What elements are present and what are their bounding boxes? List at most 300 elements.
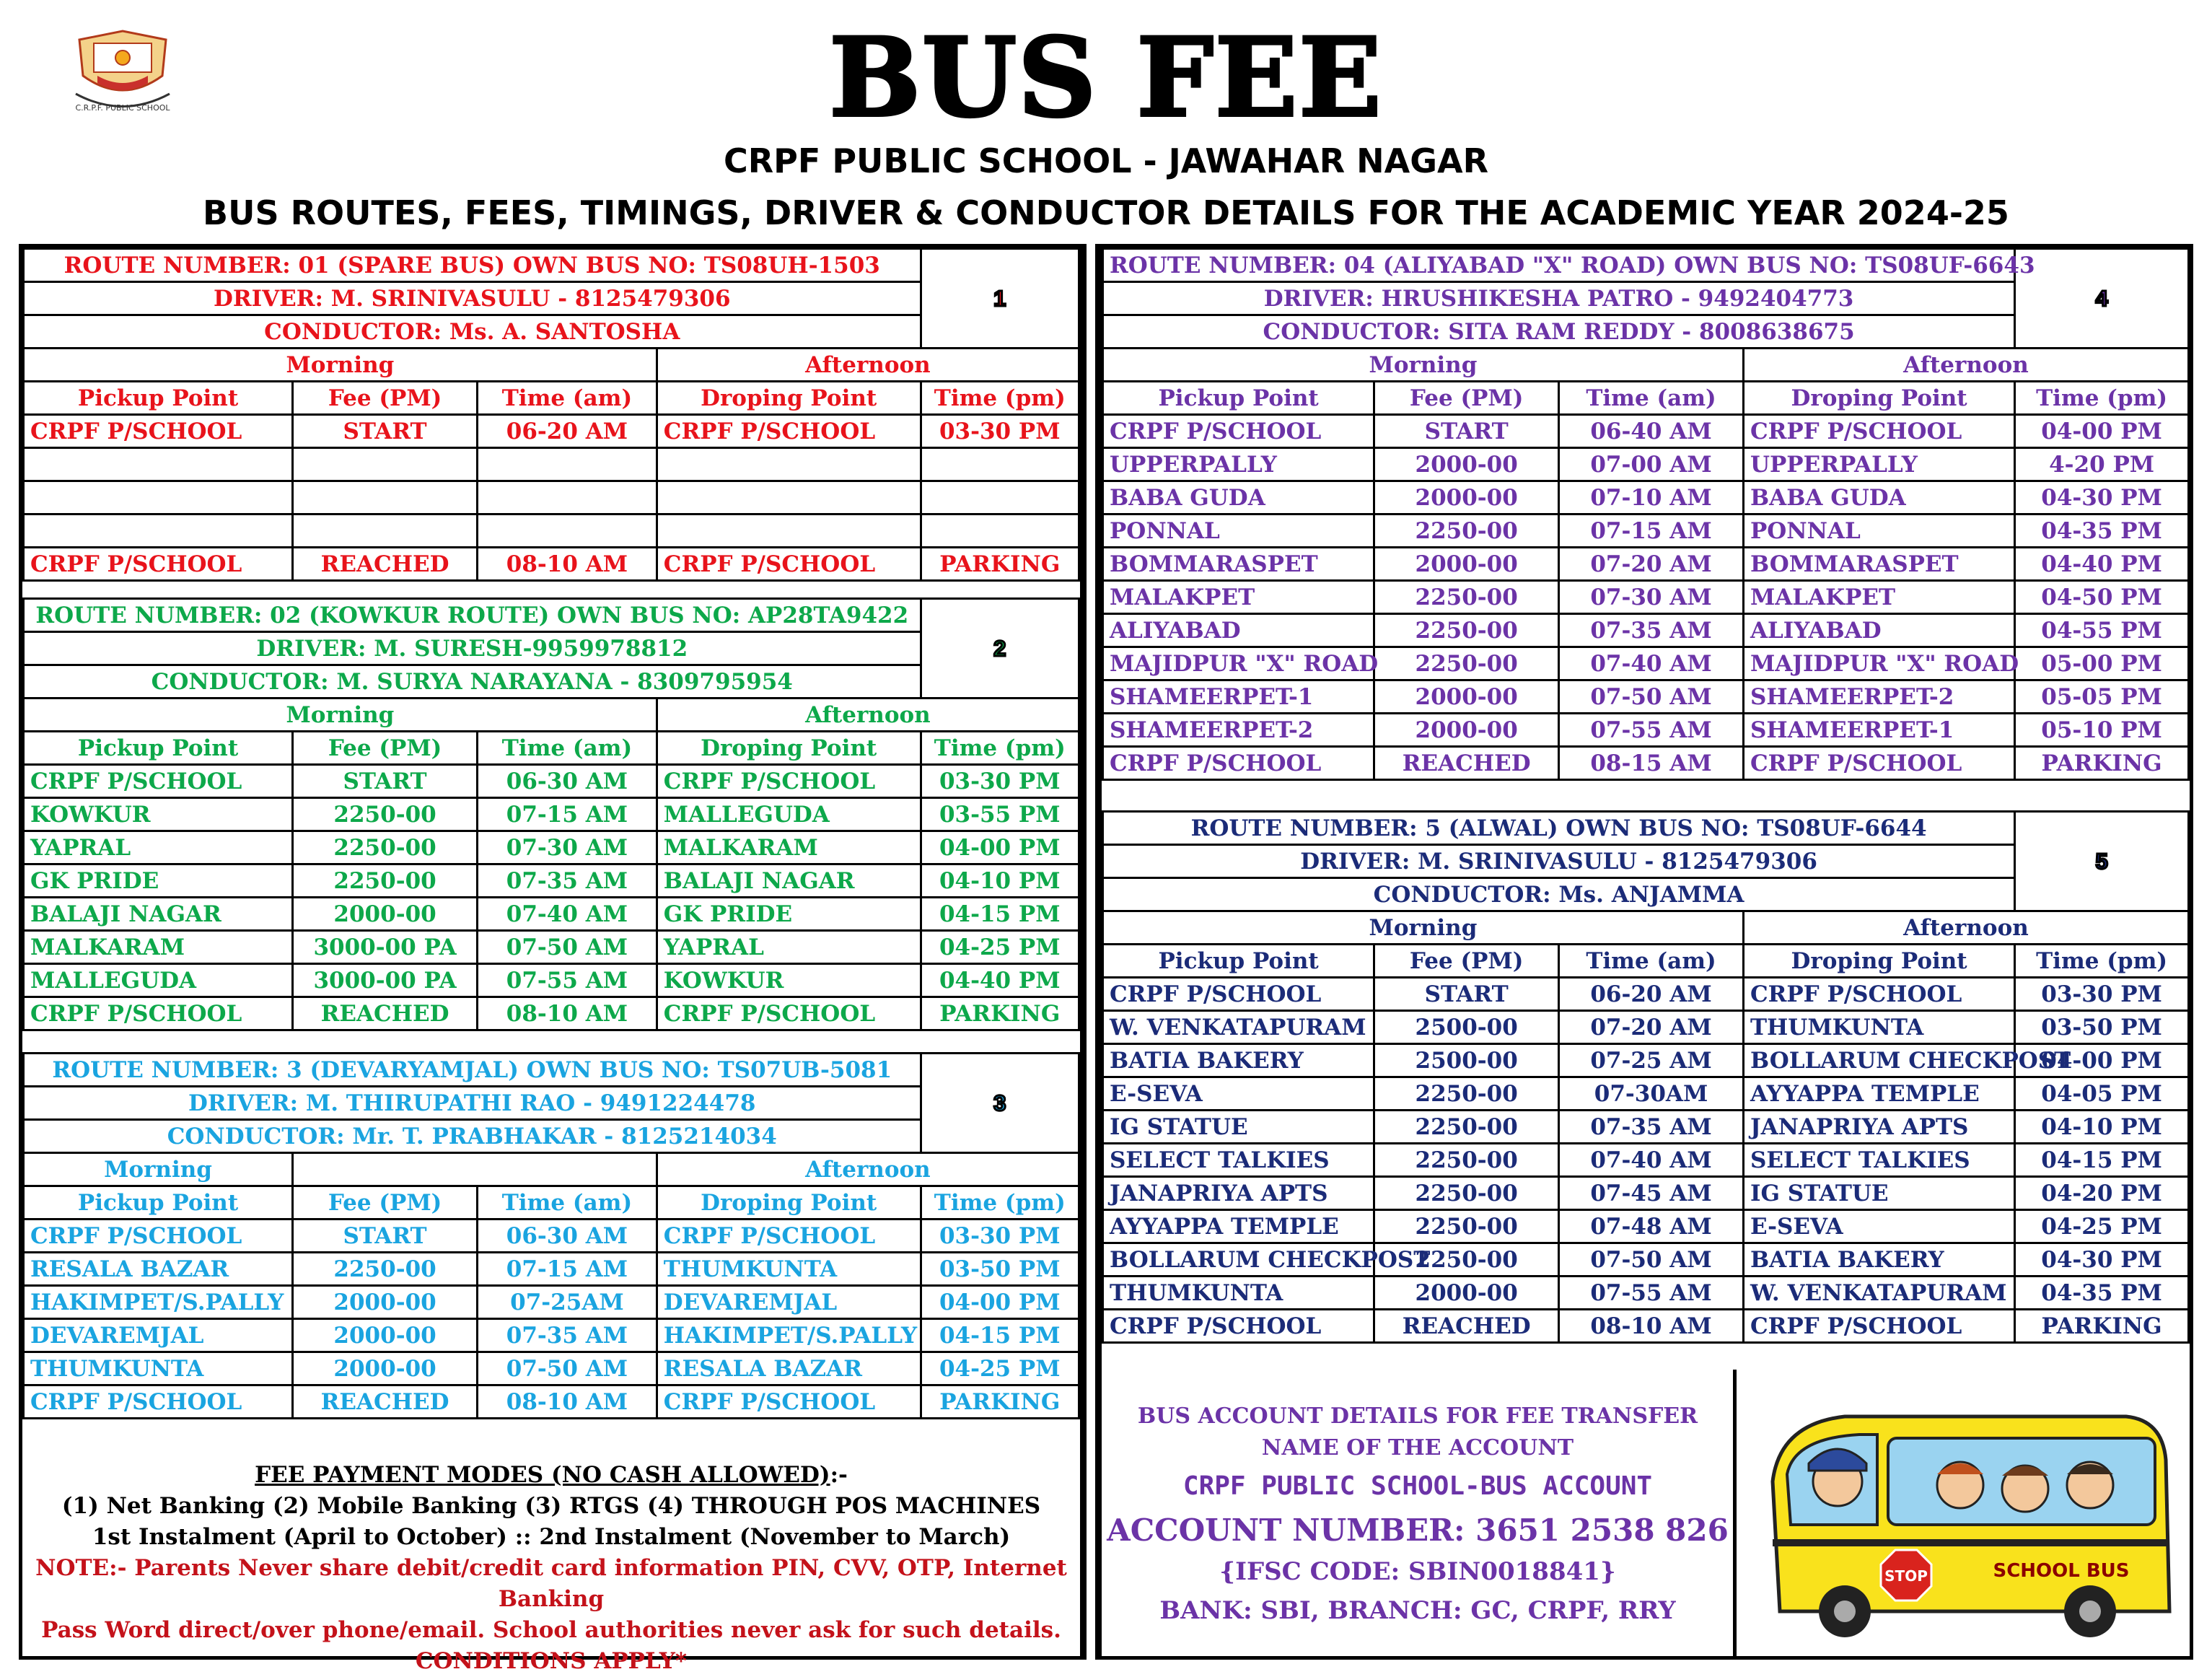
fee: 2000-00 <box>293 1352 478 1385</box>
conductor-info: CONDUCTOR: Mr. T. PRABHAKAR - 8125214034 <box>24 1120 921 1153</box>
pickup-time: 06-30 AM <box>478 1220 657 1253</box>
drop-time: 04-30 PM <box>2015 1243 2189 1277</box>
pickup-point: CRPF P/SCHOOL <box>24 1220 293 1253</box>
drop-time: PARKING <box>2015 1310 2189 1343</box>
pickup-point: E-SEVA <box>1103 1077 1374 1111</box>
fee-header: Fee (PM) <box>1374 382 1559 415</box>
fee-payment-heading-suffix: :- <box>830 1462 848 1488</box>
pickup-time: 07-35 AM <box>478 864 657 898</box>
morning-header: Morning <box>24 699 657 732</box>
table-row <box>1103 581 2189 614</box>
fee: 2250-00 <box>293 864 478 898</box>
pickup-time: 07-30 AM <box>478 831 657 864</box>
pickup-time <box>478 481 657 515</box>
fee: 3000-00 PA <box>293 964 478 997</box>
pickup-point: CRPF P/SCHOOL <box>24 765 293 798</box>
afternoon-header: Afternoon <box>657 1153 1079 1186</box>
fee-payment-modes: (1) Net Banking (2) Mobile Banking (3) RTGS (4) THROUGH POS MACHINES <box>61 1493 1041 1519</box>
fee: 3000-00 PA <box>293 931 478 964</box>
pickup-time: 06-20 AM <box>1559 978 1744 1011</box>
pickup-point-header: Pickup Point <box>24 732 293 765</box>
dropping-point: MALAKPET <box>1743 581 2014 614</box>
drop-time: 05-10 PM <box>2015 714 2189 747</box>
pickup-point: MAJIDPUR "X" ROAD <box>1103 647 1374 680</box>
dropping-point: SELECT TALKIES <box>1743 1144 2014 1177</box>
pickup-point: CRPF P/SCHOOL <box>1103 978 1374 1011</box>
fee: REACHED <box>1374 1310 1559 1343</box>
pickup-point: IG STATUE <box>1103 1111 1374 1144</box>
dropping-point: CRPF P/SCHOOL <box>657 415 921 448</box>
dropping-point: ALIYABAD <box>1743 614 2014 647</box>
fee: REACHED <box>293 548 478 581</box>
drop-time: PARKING <box>921 1385 1079 1419</box>
fee: 2000-00 <box>293 1286 478 1319</box>
time-pm-header: Time (pm) <box>921 382 1079 415</box>
driver-info: DRIVER: M. SRINIVASULU - 8125479306 <box>24 282 921 315</box>
fee-header: Fee (PM) <box>293 1186 478 1220</box>
afternoon-header: Afternoon <box>657 349 1079 382</box>
pickup-point <box>24 515 293 548</box>
morning-header: Morning <box>1103 911 1744 945</box>
dropping-point: UPPERPALLY <box>1743 448 2014 481</box>
dropping-point-header: Droping Point <box>657 1186 921 1220</box>
dropping-point: BALAJI NAGAR <box>657 864 921 898</box>
drop-time: 04-00 PM <box>921 1286 1079 1319</box>
blank-cell <box>293 1153 657 1186</box>
table-row <box>24 548 1079 581</box>
dropping-point: HAKIMPET/S.PALLY <box>657 1319 921 1352</box>
dropping-point: BATIA BAKERY <box>1743 1243 2014 1277</box>
pickup-point-header: Pickup Point <box>24 1186 293 1220</box>
drop-time: 04-30 PM <box>2015 481 2189 515</box>
pickup-point: THUMKUNTA <box>24 1352 293 1385</box>
bank-line-1: BUS ACCOUNT DETAILS FOR FEE TRANSFER <box>1137 1404 1698 1429</box>
fee: 2250-00 <box>1374 1144 1559 1177</box>
fee <box>293 515 478 548</box>
route-number-badge: 2 <box>921 599 1079 699</box>
pickup-point: UPPERPALLY <box>1103 448 1374 481</box>
dropping-point: AYYAPPA TEMPLE <box>1743 1077 2014 1111</box>
fee-header: Fee (PM) <box>1374 945 1559 978</box>
pickup-point: BABA GUDA <box>1103 481 1374 515</box>
fee: 2500-00 <box>1374 1011 1559 1044</box>
dropping-point: PONNAL <box>1743 515 2014 548</box>
drop-time <box>921 481 1079 515</box>
fee: START <box>293 1220 478 1253</box>
pickup-time: 07-55 AM <box>478 964 657 997</box>
pickup-point: BATIA BAKERY <box>1103 1044 1374 1077</box>
route-number-badge: 5 <box>2015 812 2189 911</box>
dropping-point: CRPF P/SCHOOL <box>657 1220 921 1253</box>
dropping-point: CRPF P/SCHOOL <box>1743 415 2014 448</box>
drop-time: 04-40 PM <box>921 964 1079 997</box>
pickup-point: SHAMEERPET-1 <box>1103 680 1374 714</box>
fee <box>293 448 478 481</box>
dropping-point: SHAMEERPET-1 <box>1743 714 2014 747</box>
table-row <box>24 1385 1079 1419</box>
pickup-point: BOMMARASPET <box>1103 548 1374 581</box>
driver-info: DRIVER: M. SRINIVASULU - 8125479306 <box>1103 845 2015 878</box>
table-row <box>24 448 1079 481</box>
fee: 2000-00 <box>1374 714 1559 747</box>
drop-time: 04-50 PM <box>2015 581 2189 614</box>
fee: 2000-00 <box>1374 448 1559 481</box>
pickup-point: RESALA BAZAR <box>24 1253 293 1286</box>
driver-info: DRIVER: HRUSHIKESHA PATRO - 9492404773 <box>1103 282 2015 315</box>
dropping-point: YAPRAL <box>657 931 921 964</box>
route-title: ROUTE NUMBER: 01 (SPARE BUS) OWN BUS NO: TS08UH-1503 <box>24 249 921 282</box>
dropping-point: BABA GUDA <box>1743 481 2014 515</box>
fee: 2250-00 <box>1374 515 1559 548</box>
fee: 2250-00 <box>293 1253 478 1286</box>
pickup-time: 07-15 AM <box>478 798 657 831</box>
pickup-time: 07-45 AM <box>1559 1177 1744 1210</box>
drop-time: 4-20 PM <box>2015 448 2189 481</box>
fee-instalments: 1st Instalment (April to October) :: 2nd Instalment (November to March) <box>92 1524 1011 1550</box>
time-am-header: Time (am) <box>1559 382 1744 415</box>
pickup-point: JANAPRIYA APTS <box>1103 1177 1374 1210</box>
pickup-point: HAKIMPET/S.PALLY <box>24 1286 293 1319</box>
pickup-point: MALAKPET <box>1103 581 1374 614</box>
fee: 2250-00 <box>1374 1111 1559 1144</box>
drop-time <box>921 448 1079 481</box>
school-name: CRPF PUBLIC SCHOOL - JAWAHAR NAGAR <box>723 141 1489 180</box>
route-2-section <box>22 597 1080 1031</box>
driver-info: DRIVER: M. SURESH-9959978812 <box>24 632 921 665</box>
dropping-point: KOWKUR <box>657 964 921 997</box>
drop-time: PARKING <box>921 997 1079 1030</box>
route-number-badge: 4 <box>2015 249 2189 349</box>
time-pm-header: Time (pm) <box>2015 382 2189 415</box>
pickup-point: AYYAPPA TEMPLE <box>1103 1210 1374 1243</box>
afternoon-header: Afternoon <box>1743 911 2188 945</box>
table-row <box>24 1220 1079 1253</box>
conductor-info: CONDUCTOR: Ms. A. SANTOSHA <box>24 315 921 349</box>
table-row <box>24 864 1079 898</box>
table-row <box>24 898 1079 931</box>
morning-header: Morning <box>24 1153 293 1186</box>
drop-time: 04-35 PM <box>2015 1277 2189 1310</box>
table-row <box>24 1253 1079 1286</box>
pickup-time: 07-40 AM <box>478 898 657 931</box>
dropping-point: CRPF P/SCHOOL <box>657 997 921 1030</box>
pickup-time: 07-50 AM <box>478 931 657 964</box>
page-subtitle: BUS ROUTES, FEES, TIMINGS, DRIVER & CONDUCTOR DETAILS FOR THE ACADEMIC YEAR 2024-25 <box>203 193 2009 232</box>
bank-branch: BANK: SBI, BRANCH: GC, CRPF, RRY <box>1159 1596 1676 1625</box>
note-line-2: Pass Word direct/over phone/email. School authorities never ask for such details. <box>41 1617 1061 1643</box>
pickup-point: MALLEGUDA <box>24 964 293 997</box>
route-title: ROUTE NUMBER: 04 (ALIYABAD "X" ROAD) OWN BUS NO: TS08UF-6643 <box>1103 249 2015 282</box>
time-pm-header: Time (pm) <box>2015 945 2189 978</box>
pickup-point <box>24 448 293 481</box>
driver-info: DRIVER: M. THIRUPATHI RAO - 9491224478 <box>24 1087 921 1120</box>
fee: 2500-00 <box>1374 1044 1559 1077</box>
pickup-point-header: Pickup Point <box>1103 382 1374 415</box>
pickup-point: CRPF P/SCHOOL <box>1103 747 1374 780</box>
drop-time <box>921 515 1079 548</box>
table-row <box>1103 747 2189 780</box>
table-row <box>24 798 1079 831</box>
table-row <box>24 931 1079 964</box>
pickup-time: 07-55 AM <box>1559 1277 1744 1310</box>
table-row <box>1103 1044 2189 1077</box>
pickup-time: 08-10 AM <box>1559 1310 1744 1343</box>
dropping-point-header: Droping Point <box>1743 945 2014 978</box>
table-row <box>24 1352 1079 1385</box>
fee: 2000-00 <box>1374 1277 1559 1310</box>
table-row <box>24 1286 1079 1319</box>
pickup-point <box>24 481 293 515</box>
table-row <box>24 415 1079 448</box>
dropping-point <box>657 515 921 548</box>
route-title: ROUTE NUMBER: 3 (DEVARYAMJAL) OWN BUS NO: TS07UB-5081 <box>24 1054 921 1087</box>
drop-time: 04-05 PM <box>2015 1077 2189 1111</box>
drop-time: 04-00 PM <box>2015 1044 2189 1077</box>
pickup-point: CRPF P/SCHOOL <box>24 415 293 448</box>
drop-time: 04-10 PM <box>921 864 1079 898</box>
pickup-time: 07-35 AM <box>478 1319 657 1352</box>
table-row <box>1103 1077 2189 1111</box>
fee: START <box>1374 978 1559 1011</box>
dropping-point: CRPF P/SCHOOL <box>1743 1310 2014 1343</box>
account-name: CRPF PUBLIC SCHOOL-BUS ACCOUNT <box>1182 1471 1653 1501</box>
pickup-time: 07-30AM <box>1559 1077 1744 1111</box>
route-number-badge: 3 <box>921 1054 1079 1153</box>
dropping-point: CRPF P/SCHOOL <box>1743 978 2014 1011</box>
page-title: BUS FEE <box>829 14 1383 141</box>
pickup-time: 07-40 AM <box>1559 647 1744 680</box>
pickup-time: 07-15 AM <box>478 1253 657 1286</box>
drop-time: 03-50 PM <box>2015 1011 2189 1044</box>
pickup-point-header: Pickup Point <box>1103 945 1374 978</box>
fee: 2250-00 <box>1374 647 1559 680</box>
table-row <box>24 765 1079 798</box>
svg-text:SCHOOL BUS: SCHOOL BUS <box>1993 1560 2130 1582</box>
pickup-point: SELECT TALKIES <box>1103 1144 1374 1177</box>
table-row <box>1103 1310 2189 1343</box>
account-number: ACCOUNT NUMBER: 3651 2538 826 <box>1107 1512 1729 1548</box>
fee: 2000-00 <box>1374 548 1559 581</box>
pickup-time: 07-40 AM <box>1559 1144 1744 1177</box>
dropping-point: GK PRIDE <box>657 898 921 931</box>
fee: START <box>293 415 478 448</box>
pickup-time: 07-15 AM <box>1559 515 1744 548</box>
time-am-header: Time (am) <box>478 1186 657 1220</box>
pickup-point: CRPF P/SCHOOL <box>24 997 293 1030</box>
fee: 2000-00 <box>1374 680 1559 714</box>
route-1-table <box>22 248 1080 582</box>
pickup-time: 07-00 AM <box>1559 448 1744 481</box>
svg-text:C.R.P.F. PUBLIC SCHOOL: C.R.P.F. PUBLIC SCHOOL <box>75 103 170 113</box>
table-row <box>1103 1243 2189 1277</box>
morning-header: Morning <box>24 349 657 382</box>
drop-time: 04-00 PM <box>921 831 1079 864</box>
conductor-info: CONDUCTOR: M. SURYA NARAYANA - 8309795954 <box>24 665 921 699</box>
fee: 2250-00 <box>1374 1077 1559 1111</box>
pickup-time: 08-15 AM <box>1559 747 1744 780</box>
fee: 2250-00 <box>1374 1177 1559 1210</box>
morning-header: Morning <box>1103 349 1744 382</box>
table-row <box>1103 448 2189 481</box>
pickup-point: W. VENKATAPURAM <box>1103 1011 1374 1044</box>
pickup-time: 07-20 AM <box>1559 548 1744 581</box>
fee: REACHED <box>293 1385 478 1419</box>
right-routes-panel <box>1098 244 2193 1660</box>
table-row <box>24 831 1079 864</box>
drop-time: 03-50 PM <box>921 1253 1079 1286</box>
route-5-table <box>1102 810 2190 1344</box>
dropping-point: CRPF P/SCHOOL <box>657 548 921 581</box>
drop-time: 04-35 PM <box>2015 515 2189 548</box>
pickup-time: 07-20 AM <box>1559 1011 1744 1044</box>
drop-time: 05-05 PM <box>2015 680 2189 714</box>
pickup-time: 07-50 AM <box>1559 680 1744 714</box>
pickup-time <box>478 448 657 481</box>
table-row <box>1103 548 2189 581</box>
table-row <box>1103 415 2189 448</box>
pickup-point: MALKARAM <box>24 931 293 964</box>
dropping-point: SHAMEERPET-2 <box>1743 680 2014 714</box>
table-row <box>24 964 1079 997</box>
drop-time: 04-15 PM <box>921 898 1079 931</box>
route-1-section <box>22 248 1080 582</box>
drop-time: 04-40 PM <box>2015 548 2189 581</box>
pickup-time <box>478 515 657 548</box>
pickup-time: 07-25 AM <box>1559 1044 1744 1077</box>
table-row <box>1103 1177 2189 1210</box>
time-pm-header: Time (pm) <box>921 1186 1079 1220</box>
left-routes-panel <box>19 244 1084 1674</box>
drop-time: 04-10 PM <box>2015 1111 2189 1144</box>
pickup-point: BOLLARUM CHECKPOST <box>1103 1243 1374 1277</box>
fee: START <box>1374 415 1559 448</box>
fee: 2250-00 <box>293 798 478 831</box>
table-row <box>24 997 1079 1030</box>
table-row <box>1103 1210 2189 1243</box>
table-row <box>1103 1111 2189 1144</box>
dropping-point: RESALA BAZAR <box>657 1352 921 1385</box>
route-3-section <box>22 1052 1080 1419</box>
time-am-header: Time (am) <box>478 382 657 415</box>
dropping-point: W. VENKATAPURAM <box>1743 1277 2014 1310</box>
pickup-point: ALIYABAD <box>1103 614 1374 647</box>
bank-details-box <box>1102 1401 1734 1630</box>
dropping-point: IG STATUE <box>1743 1177 2014 1210</box>
drop-time: 04-20 PM <box>2015 1177 2189 1210</box>
drop-time: 04-55 PM <box>2015 614 2189 647</box>
route-number-badge: 1 <box>921 249 1079 349</box>
route-4-table <box>1102 248 2190 781</box>
fee: REACHED <box>293 997 478 1030</box>
fee-header: Fee (PM) <box>293 382 478 415</box>
table-row <box>1103 647 2189 680</box>
school-bus-illustration <box>1751 1395 2177 1640</box>
afternoon-header: Afternoon <box>657 699 1079 732</box>
fee: 2250-00 <box>293 831 478 864</box>
table-row <box>1103 614 2189 647</box>
table-row <box>1103 1144 2189 1177</box>
table-row <box>24 1319 1079 1352</box>
pickup-time: 08-10 AM <box>478 548 657 581</box>
dropping-point-header: Droping Point <box>657 382 921 415</box>
pickup-point: YAPRAL <box>24 831 293 864</box>
pickup-point: BALAJI NAGAR <box>24 898 293 931</box>
pickup-time: 07-50 AM <box>478 1352 657 1385</box>
table-row <box>1103 1277 2189 1310</box>
route-5-section <box>1102 810 2190 1344</box>
dropping-point: MALLEGUDA <box>657 798 921 831</box>
pickup-time: 08-10 AM <box>478 1385 657 1419</box>
pickup-time: 07-48 AM <box>1559 1210 1744 1243</box>
dropping-point: CRPF P/SCHOOL <box>1743 747 2014 780</box>
pickup-point: CRPF P/SCHOOL <box>24 548 293 581</box>
fee: 2000-00 <box>293 1319 478 1352</box>
pickup-point-header: Pickup Point <box>24 382 293 415</box>
table-row <box>1103 515 2189 548</box>
dropping-point <box>657 448 921 481</box>
pickup-time: 07-35 AM <box>1559 1111 1744 1144</box>
fee: START <box>293 765 478 798</box>
dropping-point: THUMKUNTA <box>1743 1011 2014 1044</box>
note-line-1: NOTE:- Parents Never share debit/credit card information PIN, CVV, OTP, Internet Banking <box>35 1555 1067 1612</box>
drop-time: 04-15 PM <box>2015 1144 2189 1177</box>
drop-time: 04-25 PM <box>921 931 1079 964</box>
pickup-point: CRPF P/SCHOOL <box>1103 415 1374 448</box>
pickup-point: KOWKUR <box>24 798 293 831</box>
drop-time: 03-30 PM <box>2015 978 2189 1011</box>
dropping-point-header: Droping Point <box>657 732 921 765</box>
pickup-point: GK PRIDE <box>24 864 293 898</box>
svg-text:STOP: STOP <box>1884 1567 1928 1585</box>
table-row <box>1103 978 2189 1011</box>
pickup-point: PONNAL <box>1103 515 1374 548</box>
fee-payment-heading: FEE PAYMENT MODES (NO CASH ALLOWED) <box>255 1462 830 1488</box>
fee: 2250-00 <box>1374 581 1559 614</box>
drop-time: 03-30 PM <box>921 1220 1079 1253</box>
dropping-point-header: Droping Point <box>1743 382 2014 415</box>
fee: 2250-00 <box>1374 1210 1559 1243</box>
pickup-point: DEVAREMJAL <box>24 1319 293 1352</box>
fee: REACHED <box>1374 747 1559 780</box>
dropping-point: JANAPRIYA APTS <box>1743 1111 2014 1144</box>
pickup-time: 06-40 AM <box>1559 415 1744 448</box>
time-am-header: Time (am) <box>478 732 657 765</box>
pickup-time: 07-10 AM <box>1559 481 1744 515</box>
dropping-point: E-SEVA <box>1743 1210 2014 1243</box>
conductor-info: CONDUCTOR: Ms. ANJAMMA <box>1103 878 2015 911</box>
dropping-point: CRPF P/SCHOOL <box>657 765 921 798</box>
pickup-time: 07-30 AM <box>1559 581 1744 614</box>
pickup-time: 07-50 AM <box>1559 1243 1744 1277</box>
pickup-time: 07-35 AM <box>1559 614 1744 647</box>
drop-time: 05-00 PM <box>2015 647 2189 680</box>
drop-time: 04-25 PM <box>921 1352 1079 1385</box>
route-title: ROUTE NUMBER: 5 (ALWAL) OWN BUS NO: TS08UF-6644 <box>1103 812 2015 845</box>
route-4-section <box>1102 248 2190 781</box>
dropping-point <box>657 481 921 515</box>
time-pm-header: Time (pm) <box>921 732 1079 765</box>
dropping-point: BOLLARUM CHECKPOST <box>1743 1044 2014 1077</box>
table-row <box>1103 680 2189 714</box>
drop-time: 03-30 PM <box>921 765 1079 798</box>
drop-time: PARKING <box>921 548 1079 581</box>
dropping-point: MAJIDPUR "X" ROAD <box>1743 647 2014 680</box>
pickup-time: 06-30 AM <box>478 765 657 798</box>
fee: 2250-00 <box>1374 614 1559 647</box>
bank-line-2: NAME OF THE ACCOUNT <box>1261 1435 1574 1461</box>
dropping-point: THUMKUNTA <box>657 1253 921 1286</box>
pickup-point: CRPF P/SCHOOL <box>1103 1310 1374 1343</box>
